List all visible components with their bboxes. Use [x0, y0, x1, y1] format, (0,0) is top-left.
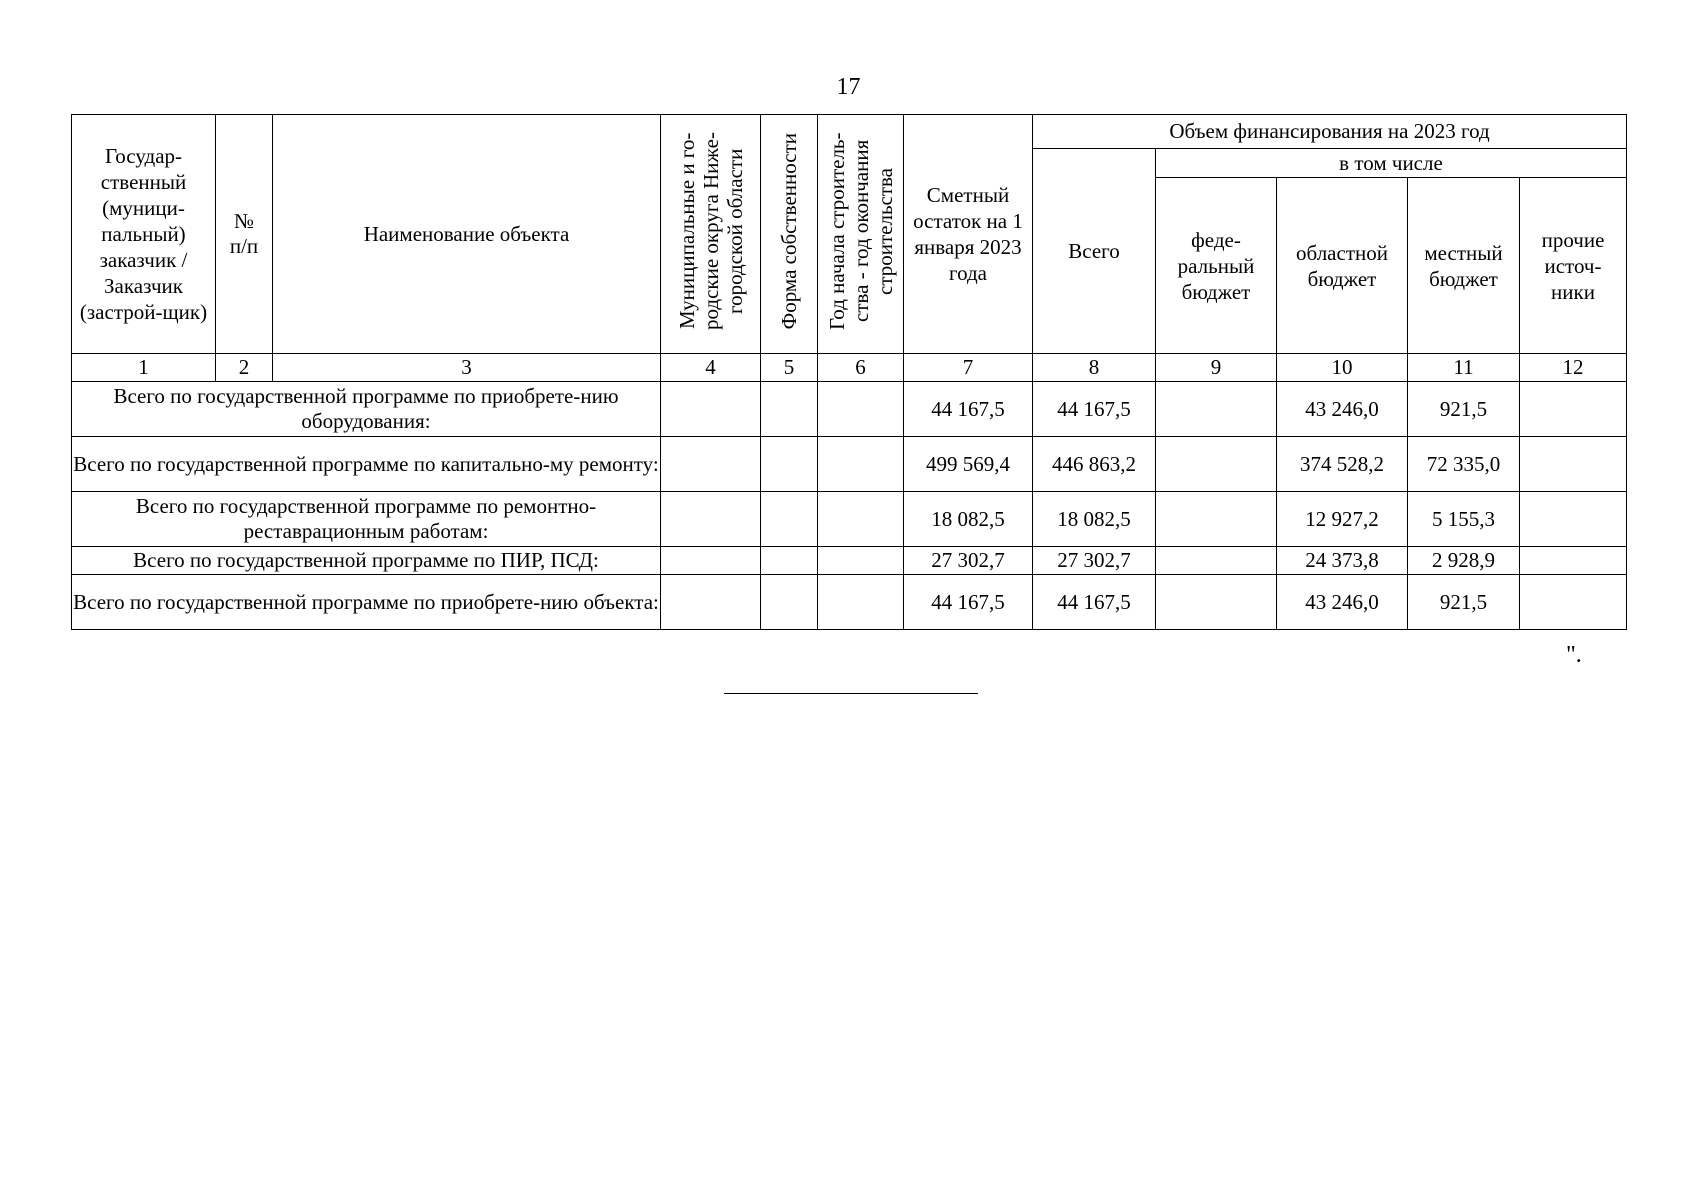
header-estimate: Сметный остаток на 1 января 2023 года — [904, 115, 1033, 354]
row-label: Всего по государственной программе по капитально-му ремонту: — [72, 437, 661, 492]
page-number: 17 — [836, 74, 861, 100]
cell-years — [818, 575, 904, 630]
header-customer: Государ-ственный (муници-пальный) заказчик / Заказчик (застрой-щик) — [72, 115, 216, 354]
cell-federal — [1156, 382, 1277, 437]
header-funding-volume: Объем финансирования на 2023 год — [1033, 115, 1627, 149]
cell-districts — [661, 492, 761, 547]
table-row — [72, 382, 1627, 437]
cell-districts — [661, 575, 761, 630]
column-number: 7 — [904, 354, 1033, 382]
cell-other — [1520, 492, 1627, 547]
header-local: местный бюджет — [1408, 178, 1520, 354]
row-label: Всего по государственной программе по приобрете-нию объекта: — [72, 575, 661, 630]
column-number: 3 — [273, 354, 661, 382]
cell-other — [1520, 547, 1627, 575]
cell-total: 18 082,5 — [1033, 492, 1156, 547]
table-header — [72, 115, 1627, 354]
header-including: в том числе — [1156, 149, 1627, 178]
column-number: 8 — [1033, 354, 1156, 382]
funding-table — [71, 114, 1627, 630]
closing-quote-mark: ". — [1566, 642, 1582, 668]
table-row — [72, 547, 1627, 575]
cell-local: 72 335,0 — [1408, 437, 1520, 492]
cell-years — [818, 382, 904, 437]
cell-total: 27 302,7 — [1033, 547, 1156, 575]
header-ownership-text: Форма собственности — [777, 132, 801, 330]
column-number-row — [72, 354, 1627, 382]
cell-ownership — [761, 492, 818, 547]
column-number: 9 — [1156, 354, 1277, 382]
row-label: Всего по государственной программе по ПИР, ПСД: — [72, 547, 661, 575]
row-label: Всего по государственной программе по приобрете-нию оборудования: — [72, 382, 661, 437]
column-number: 11 — [1408, 354, 1520, 382]
cell-ownership — [761, 575, 818, 630]
table-row — [72, 437, 1627, 492]
cell-local: 5 155,3 — [1408, 492, 1520, 547]
cell-other — [1520, 382, 1627, 437]
cell-estimate: 44 167,5 — [904, 382, 1033, 437]
column-number: 5 — [761, 354, 818, 382]
cell-local: 2 928,9 — [1408, 547, 1520, 575]
cell-total: 44 167,5 — [1033, 575, 1156, 630]
header-number: № п/п — [216, 115, 273, 354]
column-number: 1 — [72, 354, 216, 382]
column-number: 12 — [1520, 354, 1627, 382]
row-label: Всего по государственной программе по ремонтно-реставрационным работам: — [72, 492, 661, 547]
header-regional: областной бюджет — [1277, 178, 1408, 354]
cell-regional: 12 927,2 — [1277, 492, 1408, 547]
cell-districts — [661, 437, 761, 492]
header-ownership — [761, 115, 818, 354]
header-years — [818, 115, 904, 354]
cell-total: 446 863,2 — [1033, 437, 1156, 492]
column-number: 6 — [818, 354, 904, 382]
cell-regional: 43 246,0 — [1277, 382, 1408, 437]
cell-ownership — [761, 382, 818, 437]
cell-districts — [661, 547, 761, 575]
cell-years — [818, 547, 904, 575]
header-other: прочие источ-ники — [1520, 178, 1627, 354]
cell-estimate: 44 167,5 — [904, 575, 1033, 630]
cell-federal — [1156, 492, 1277, 547]
cell-regional: 24 373,8 — [1277, 547, 1408, 575]
cell-estimate: 18 082,5 — [904, 492, 1033, 547]
column-number: 2 — [216, 354, 273, 382]
cell-years — [818, 437, 904, 492]
cell-regional: 43 246,0 — [1277, 575, 1408, 630]
cell-federal — [1156, 437, 1277, 492]
cell-regional: 374 528,2 — [1277, 437, 1408, 492]
footer-divider — [724, 693, 978, 694]
cell-estimate: 27 302,7 — [904, 547, 1033, 575]
cell-districts — [661, 382, 761, 437]
header-years-text: Год начала строитель-ства - год окончания строительства — [824, 132, 897, 330]
table-row — [72, 575, 1627, 630]
table-row — [72, 492, 1627, 547]
header-object-name: Наименование объекта — [273, 115, 661, 354]
cell-federal — [1156, 547, 1277, 575]
header-federal: феде-ральный бюджет — [1156, 178, 1277, 354]
header-total: Всего — [1033, 149, 1156, 354]
cell-estimate: 499 569,4 — [904, 437, 1033, 492]
header-districts — [661, 115, 761, 354]
cell-local: 921,5 — [1408, 382, 1520, 437]
cell-other — [1520, 437, 1627, 492]
cell-ownership — [761, 547, 818, 575]
cell-other — [1520, 575, 1627, 630]
column-number: 4 — [661, 354, 761, 382]
cell-ownership — [761, 437, 818, 492]
header-districts-text: Муниципальные и го-родские округа Ниже-городской области — [674, 132, 747, 330]
cell-years — [818, 492, 904, 547]
cell-total: 44 167,5 — [1033, 382, 1156, 437]
column-number: 10 — [1277, 354, 1408, 382]
cell-local: 921,5 — [1408, 575, 1520, 630]
cell-federal — [1156, 575, 1277, 630]
